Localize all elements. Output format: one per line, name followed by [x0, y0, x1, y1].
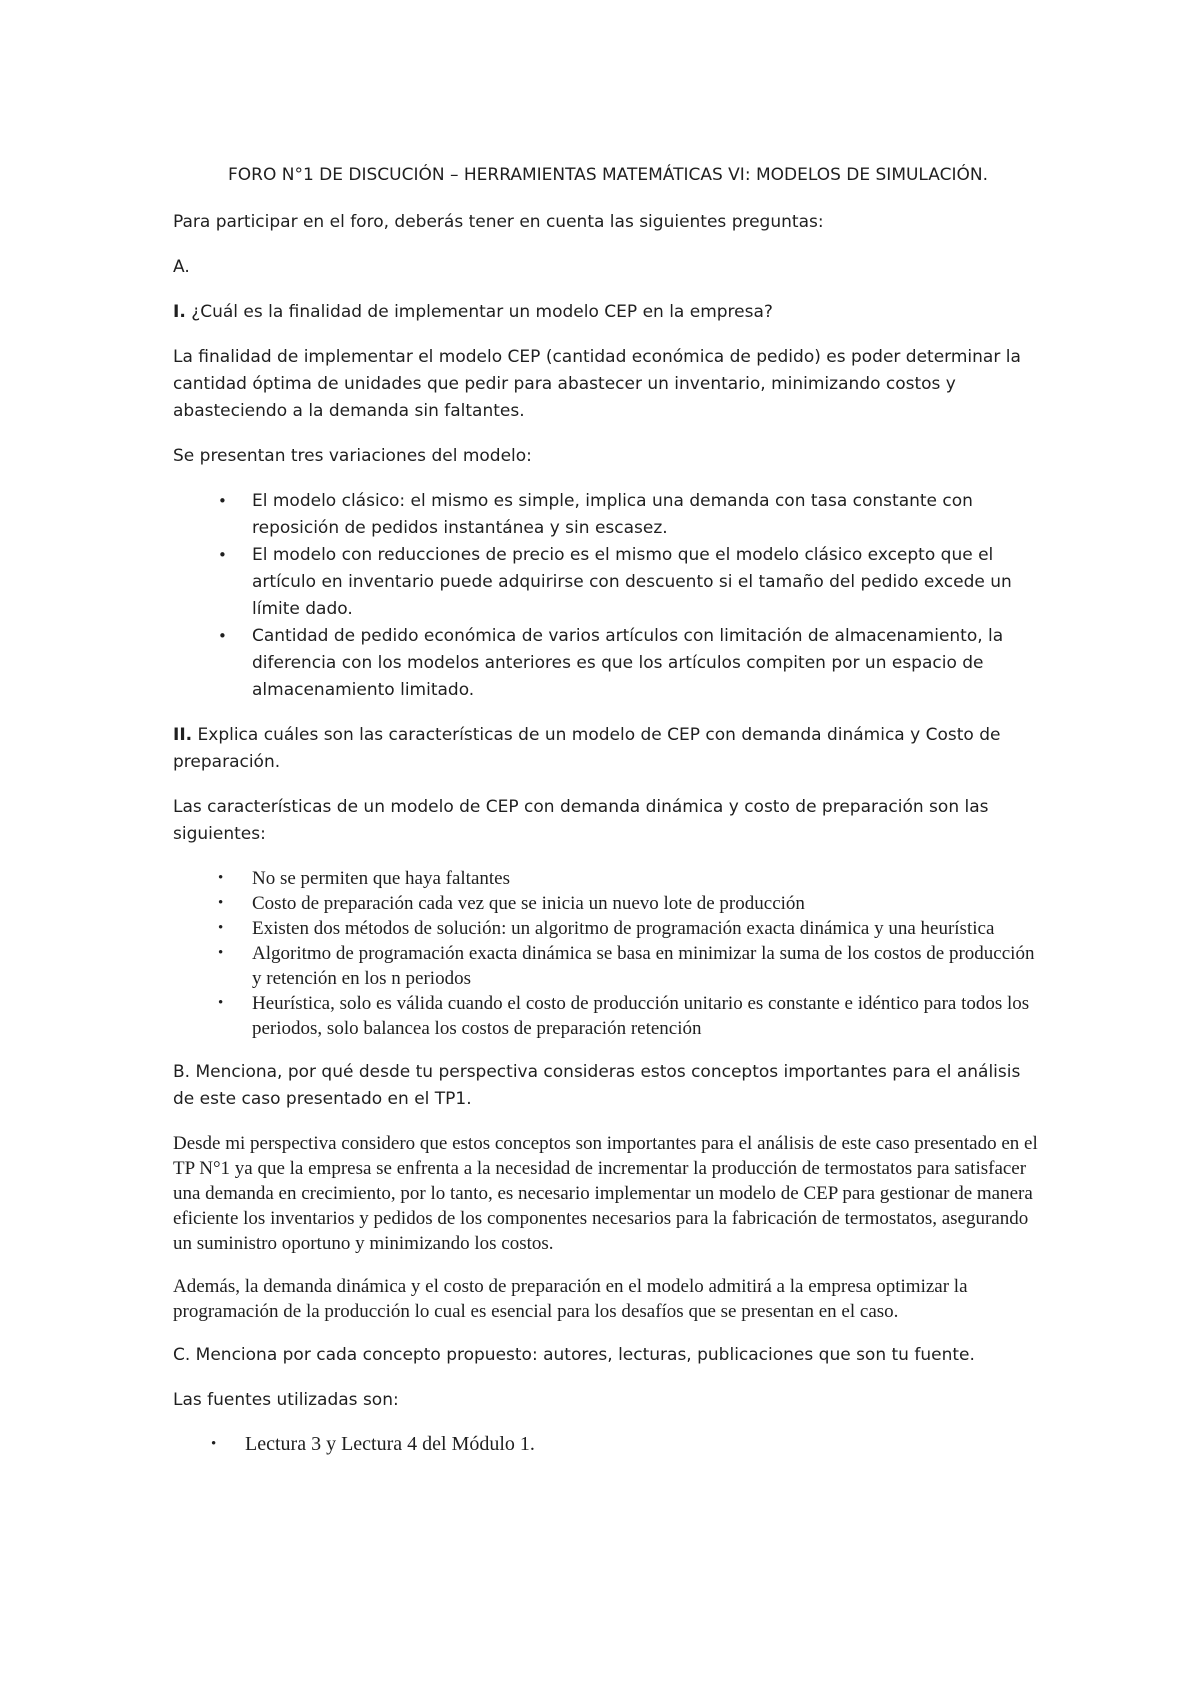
characteristics-list	[173, 866, 1043, 1041]
intro-paragraph: Para participar en el foro, deberás tener en cuenta las siguientes preguntas:	[173, 212, 824, 232]
list-item: • No se permiten que haya faltantes	[218, 868, 510, 889]
list-item: • Lectura 3 y Lectura 4 del Módulo 1.	[211, 1433, 535, 1455]
list-item: • Heurística, solo es válida cuando el costo de producción unitario es constante e idéntico para todos los periodos, solo balancea los costos de preparación retención	[218, 993, 1030, 1039]
answer-1: La finalidad de implementar el modelo CEP (cantidad económica de pedido) es poder determinar la cantidad óptima de unidades que pedir para abastecer un inventario, minimizando costos y abasteciendo a la demanda sin faltantes.	[173, 347, 1021, 421]
question-1	[173, 299, 1043, 326]
answer-b-paragraph-1: Desde mi perspectiva considero que estos conceptos son importantes para el análisis de este caso presentado en el TP N°1 ya que la empresa se enfrenta a la necesidad de incrementar la producción de termostatos para satisfacer una demanda en crecimiento, por lo tanto, es necesario implementar un modelo de CEP para gestionar de manera eficiente los inventarios y pedidos de los componentes necesarios para la fabricación de termostatos, asegurando un suministro oportuno y minimizando los costos.	[173, 1133, 1038, 1254]
bullet-icon: •	[218, 870, 224, 886]
variations-list	[173, 488, 1043, 704]
list-item: • Costo de preparación cada vez que se inicia un nuevo lote de producción	[218, 893, 805, 914]
variations-intro: Se presentan tres variaciones del modelo:	[173, 446, 532, 466]
question-2-number: II.	[173, 725, 193, 745]
bullet-icon: •	[218, 945, 224, 961]
bullet-icon: •	[218, 895, 224, 911]
answer-b-paragraph-2: Además, la demanda dinámica y el costo de preparación en el modelo admitirá a la empresa optimizar la programación de la producción lo cual es esencial para los desafíos que se presentan en el caso.	[173, 1276, 968, 1322]
question-b: B. Menciona, por qué desde tu perspectiva consideras estos conceptos importantes para el análisis de este caso presentado en el TP1.	[173, 1062, 1021, 1109]
question-c: C. Menciona por cada concepto propuesto: autores, lecturas, publicaciones que son tu fuente.	[173, 1345, 975, 1365]
bullet-icon: •	[218, 546, 227, 564]
question-2-text: Explica cuáles son las características de un modelo de CEP con demanda dinámica y Costo de preparación.	[173, 725, 1001, 772]
bullet-icon: •	[218, 492, 227, 510]
document-title: FORO N°1 DE DISCUCIÓN – HERRAMIENTAS MATEMÁTICAS VI: MODELOS DE SIMULACIÓN.	[227, 165, 989, 185]
list-item: • Cantidad de pedido económica de varios artículos con limitación de almacenamiento, la diferencia con los modelos anteriores es que los artículos compiten por un espacio de almacenamiento limitado.	[252, 623, 1043, 704]
bullet-icon: •	[211, 1436, 217, 1452]
bullet-icon: •	[218, 995, 224, 1011]
sources-intro: Las fuentes utilizadas son:	[173, 1390, 399, 1410]
list-item: • Existen dos métodos de solución: un algoritmo de programación exacta dinámica y una heurística	[218, 918, 995, 939]
document-body	[173, 162, 1043, 1475]
question-1-text: ¿Cuál es la finalidad de implementar un modelo CEP en la empresa?	[185, 302, 773, 322]
list-item: • El modelo clásico: el mismo es simple, implica una demanda con tasa constante con reposición de pedidos instantánea y sin escasez.	[252, 488, 1043, 542]
list-item: • El modelo con reducciones de precio es el mismo que el modelo clásico excepto que el artículo en inventario puede adquirirse con descuento si el tamaño del pedido excede un límite dado.	[252, 542, 1043, 623]
sources-list	[173, 1432, 1043, 1457]
answer-2-intro: Las características de un modelo de CEP con demanda dinámica y costo de preparación son las siguientes:	[173, 797, 989, 844]
question-2	[173, 722, 1043, 776]
bullet-icon: •	[218, 627, 227, 645]
list-item: • Algoritmo de programación exacta dinámica se basa en minimizar la suma de los costos de producción y retención en los n periodos	[218, 943, 1035, 989]
section-a-label: A.	[173, 257, 190, 277]
question-1-number: I.	[173, 302, 186, 322]
bullet-icon: •	[218, 920, 224, 936]
